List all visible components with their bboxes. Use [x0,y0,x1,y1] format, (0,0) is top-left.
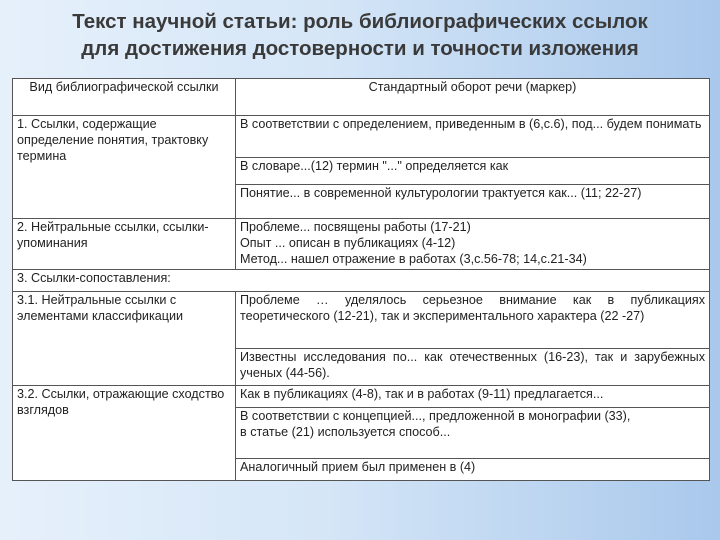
marker-line: Проблеме... посвящены работы (17-21) [240,220,471,234]
marker-cell [236,219,710,270]
header-citation-type: Вид библиографической ссылки [13,79,236,116]
table-row [13,292,710,349]
marker-cell [236,408,710,459]
table-row [13,219,710,270]
page-title [0,8,720,62]
table-header-row [13,79,710,116]
type-definition-cell: 1. Ссылки, содержащие определение понятия, трактовку термина [13,116,236,219]
header-speech-marker: Стандартный оборот речи (маркер) [236,79,710,116]
marker-cell: Известны исследования по... как отечественных (16-23), так и зарубежных ученых (44-56). [236,349,710,386]
marker-line: Метод... нашел отражение в работах (3,с.56-78; 14,с.21-34) [240,252,587,266]
marker-cell: В словаре...(12) термин "..." определяется как [236,158,710,185]
marker-cell: Аналогичный прием был применен в (4) [236,459,710,481]
marker-line: Опыт ... описан в публикациях (4-12) [240,236,456,250]
marker-cell: В соответствии с определением, приведенным в (6,с.6), под... будем понимать [236,116,710,158]
marker-cell: Проблеме … уделялось серьезное внимание как в публикациях теоретического (12-21), так и экспериментального характера (22 -27) [236,292,710,349]
marker-line: В соответствии с концепцией..., предложенной в монографии (33), [240,409,631,423]
type-similarity-cell: 3.2. Ссылки, отражающие сходство взглядов [13,386,236,481]
type-classification-cell: 3.1. Нейтральные ссылки с элементами классификации [13,292,236,386]
table-row [13,116,710,158]
comparison-heading-cell: 3. Ссылки-сопоставления: [13,270,710,292]
citation-table [12,78,710,481]
title-line-2: для достижения достоверности и точности изложения [81,37,639,60]
title-line-1: Текст научной статьи: роль библиографических ссылок [72,10,648,33]
marker-cell: Понятие... в современной культурологии трактуется как... (11; 22-27) [236,185,710,219]
type-neutral-cell: 2. Нейтральные ссылки, ссылки-упоминания [13,219,236,270]
marker-cell: Как в публикациях (4-8), так и в работах (9-11) предлагается... [236,386,710,408]
table-row [13,270,710,292]
table-row [13,386,710,408]
marker-line: в статье (21) используется способ... [240,425,451,439]
